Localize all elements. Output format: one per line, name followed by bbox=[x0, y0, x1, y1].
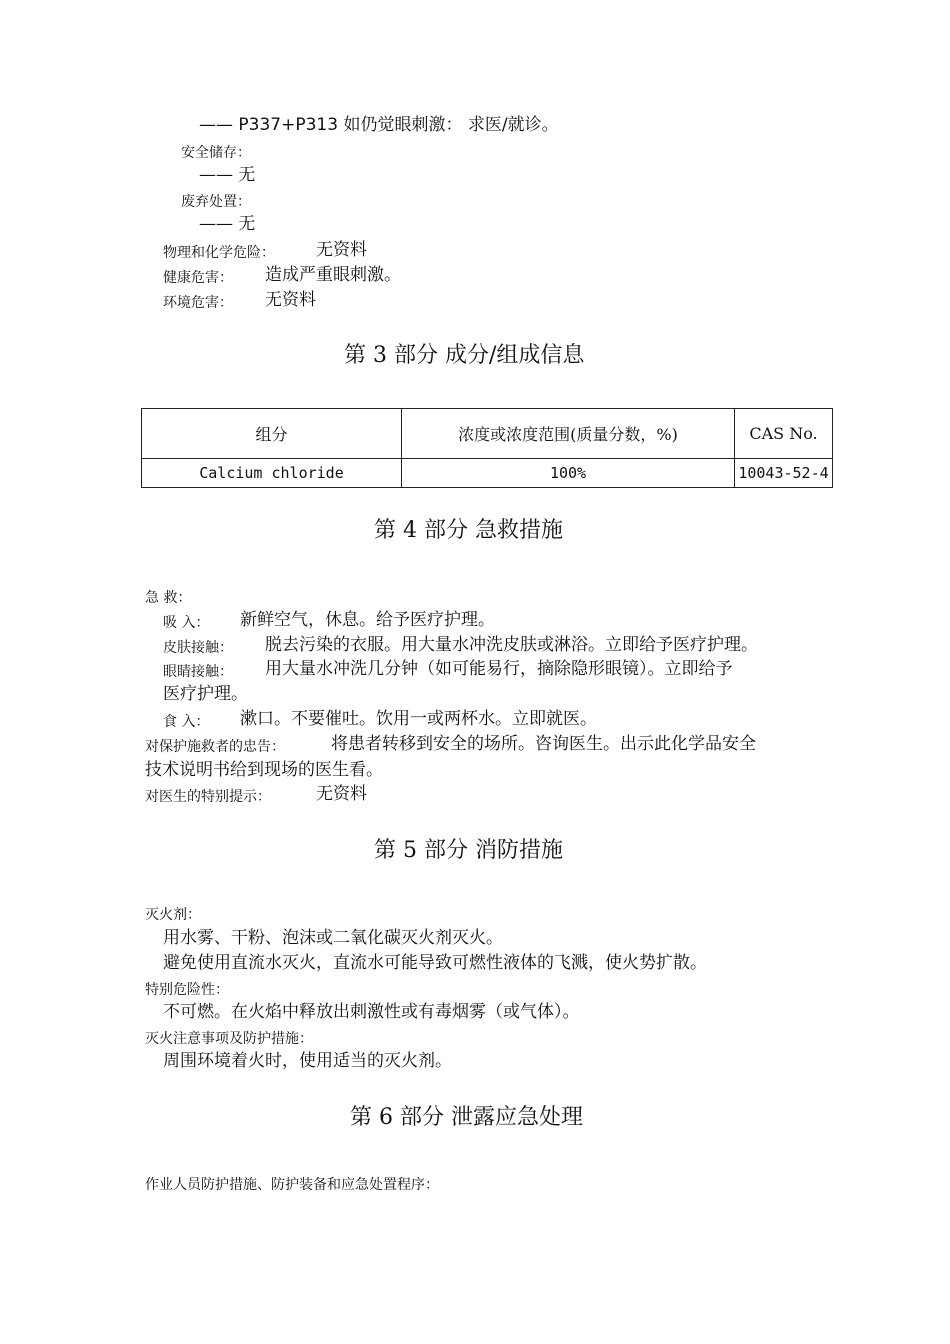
table-header-row bbox=[142, 409, 833, 459]
safe-storage-label: 安全储存： bbox=[181, 145, 251, 161]
disposal-value: —— 无 bbox=[199, 214, 256, 234]
special-hazard-value: 不可燃。在火焰中释放出刺激性或有毒烟雾（或气体）。 bbox=[163, 1002, 580, 1022]
health-hazard-value: 造成严重眼刺激。 bbox=[265, 265, 401, 285]
doctor-note-value: 无资料 bbox=[316, 784, 367, 804]
personnel-protection-label: 作业人员防护措施、防护装备和应急处置程序： bbox=[145, 1177, 439, 1193]
special-hazard-label: 特别危险性： bbox=[145, 982, 229, 998]
cell-concentration: 100% bbox=[402, 459, 735, 488]
phys-chem-hazard-label: 物理和化学危险： bbox=[163, 245, 275, 261]
inhale-label: 吸 入： bbox=[163, 615, 210, 631]
phys-chem-hazard-value: 无资料 bbox=[316, 240, 367, 260]
first-aid-label: 急 救： bbox=[145, 590, 192, 606]
table-row bbox=[142, 459, 833, 488]
cell-cas-no: 10043-52-4 bbox=[735, 459, 833, 488]
section-4-title: 第 4 部分 急救措施 bbox=[374, 518, 563, 543]
header-cas-no: CAS No. bbox=[735, 409, 833, 459]
doctor-note-label: 对医生的特别提示： bbox=[145, 789, 271, 805]
extinguishing-agent-line-1: 用水雾、干粉、泡沫或二氧化碳灭火剂灭火。 bbox=[163, 928, 503, 948]
rescuer-advice-value-line-2: 技术说明书给到现场的医生看。 bbox=[145, 760, 383, 780]
header-concentration: 浓度或浓度范围(质量分数，%) bbox=[402, 409, 735, 459]
inhale-value: 新鲜空气，休息。给予医疗护理。 bbox=[240, 610, 495, 630]
firefighting-precaution-value: 周围环境着火时，使用适当的灭火剂。 bbox=[163, 1051, 452, 1071]
section-6-title: 第 6 部分 泄露应急处理 bbox=[350, 1105, 583, 1130]
safe-storage-value: —— 无 bbox=[199, 165, 256, 185]
section-5-title: 第 5 部分 消防措施 bbox=[374, 838, 563, 863]
header-component: 组分 bbox=[142, 409, 402, 459]
env-hazard-label: 环境危害： bbox=[163, 295, 233, 311]
health-hazard-label: 健康危害： bbox=[163, 270, 233, 286]
eye-contact-value-line-1: 用大量水冲洗几分钟（如可能易行，摘除隐形眼镜）。立即给予 bbox=[265, 659, 733, 679]
firefighting-precaution-label: 灭火注意事项及防护措施： bbox=[145, 1031, 313, 1047]
ingestion-label: 食 入： bbox=[163, 714, 210, 730]
disposal-label: 废弃处置： bbox=[181, 194, 251, 210]
ingestion-value: 漱口。不要催吐。饮用一或两杯水。立即就医。 bbox=[240, 709, 597, 729]
eye-contact-label: 眼睛接触： bbox=[163, 664, 233, 680]
composition-table bbox=[141, 408, 833, 488]
skin-contact-value: 脱去污染的衣服。用大量水冲洗皮肤或淋浴。立即给予医疗护理。 bbox=[265, 635, 758, 655]
section-3-title: 第 3 部分 成分/组成信息 bbox=[344, 343, 585, 368]
cell-component: Calcium chloride bbox=[142, 459, 402, 488]
eye-contact-value-line-2: 医疗护理。 bbox=[163, 684, 248, 704]
rescuer-advice-value-line-1: 将患者转移到安全的场所。咨询医生。出示此化学品安全 bbox=[331, 734, 756, 754]
p337-p313-line: —— P337+P313 如仍觉眼刺激： 求医/就诊。 bbox=[199, 115, 559, 135]
extinguishing-agent-label: 灭火剂： bbox=[145, 907, 201, 923]
rescuer-advice-label: 对保护施救者的忠告： bbox=[145, 739, 285, 755]
skin-contact-label: 皮肤接触： bbox=[163, 640, 233, 656]
env-hazard-value: 无资料 bbox=[265, 290, 316, 310]
extinguishing-agent-line-2: 避免使用直流水灭火，直流水可能导致可燃性液体的飞溅，使火势扩散。 bbox=[163, 953, 707, 973]
